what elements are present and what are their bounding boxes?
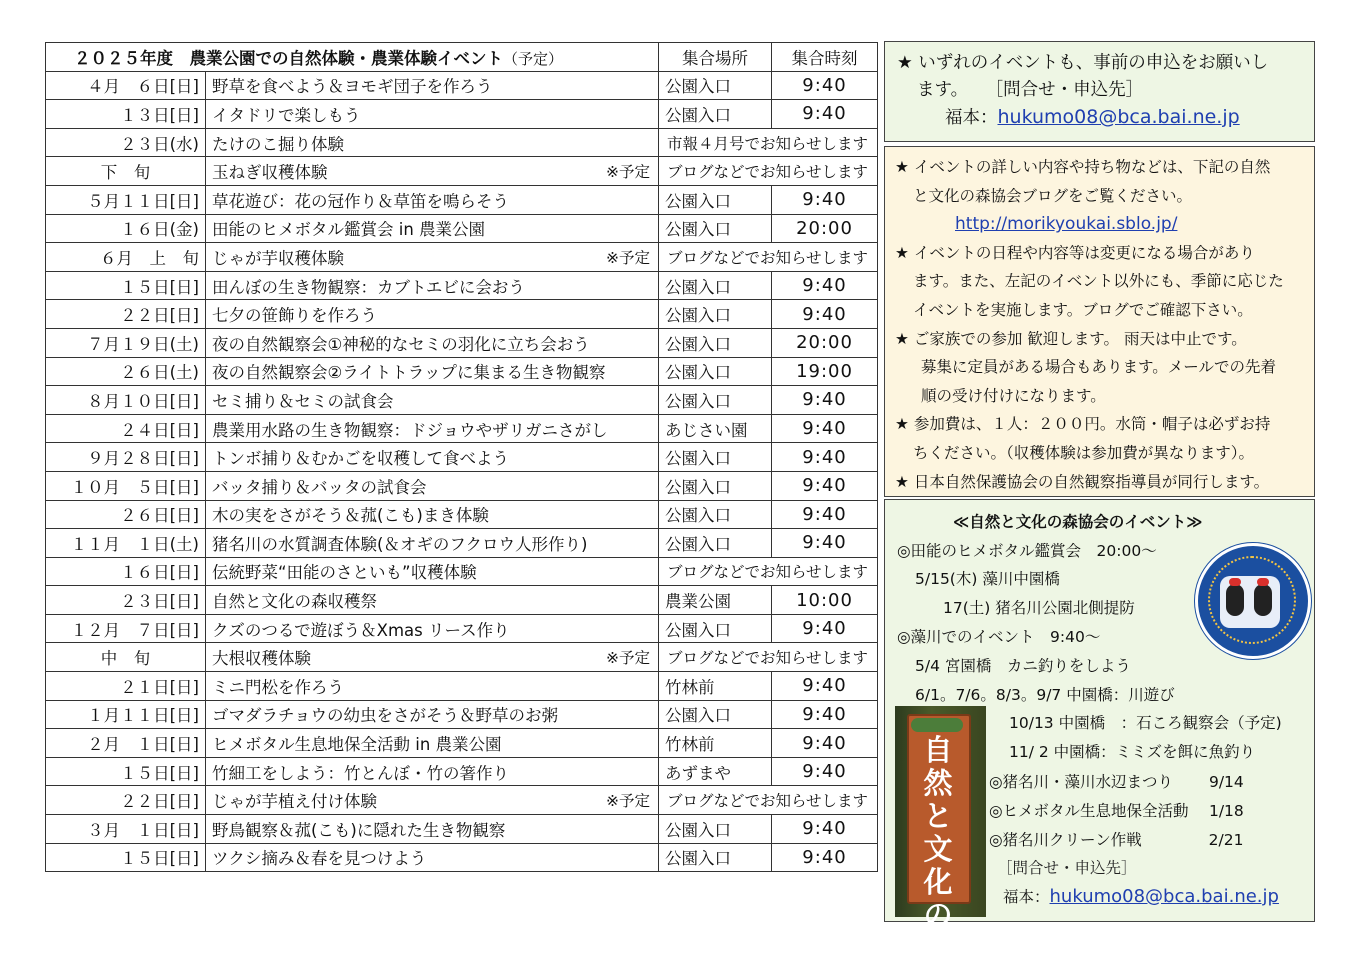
table-row [46, 643, 878, 672]
meeting-place: ブログなどでお知らせします [659, 157, 878, 186]
table-row [46, 443, 878, 472]
table-row [46, 100, 878, 129]
table-row [46, 471, 878, 500]
event-date: １月１１日[日] [46, 700, 206, 729]
meeting-place: 公園入口 [659, 700, 772, 729]
meeting-place: 市報４月号でお知らせします [659, 128, 878, 157]
meeting-time: 9:40 [772, 100, 878, 129]
meeting-place: ブログなどでお知らせします [659, 557, 878, 586]
meeting-time: 20:00 [772, 214, 878, 243]
event-name-cell [206, 71, 659, 100]
table-row [46, 843, 878, 872]
event-name-cell [206, 271, 659, 300]
event-date: ７月１９日(土) [46, 328, 206, 357]
table-row [46, 300, 878, 329]
meeting-time: 20:00 [772, 328, 878, 357]
meeting-time: 9:40 [772, 614, 878, 643]
column-header-time: 集合時刻 [772, 43, 878, 72]
event-date: ２２日[日] [46, 786, 206, 815]
table-row [46, 614, 878, 643]
notice-line: ます。また、左記のイベント以外にも、季節に応じた [913, 272, 1284, 291]
table-row [46, 500, 878, 529]
event-name-cell [206, 529, 659, 558]
tentative-note: ※予定 [606, 792, 651, 811]
meeting-place: ブログなどでお知らせします [659, 786, 878, 815]
table-row [46, 557, 878, 586]
inquiry-label: ［問合せ・申込先］ [997, 859, 1137, 877]
meeting-place: 公園入口 [659, 471, 772, 500]
meeting-time: 9:40 [772, 271, 878, 300]
event-line: 11/ 2 中園橋：ミミズを餌に魚釣り [1009, 743, 1256, 761]
event-name: 玉ねぎ収穫体験 [212, 163, 328, 183]
table-row [46, 71, 878, 100]
event-line: 5/4 宮園橋 カニ釣りをしよう [915, 657, 1131, 675]
meeting-place: 竹林前 [659, 672, 772, 701]
meeting-place: 公園入口 [659, 500, 772, 529]
contact-email-link[interactable]: hukumo08@bca.bai.ne.jp [1049, 886, 1279, 907]
notice-line: ★ ご家族での参加 歓迎します。 雨天は中止です。 [895, 329, 1247, 348]
event-name-cell [206, 786, 659, 815]
event-name-cell [206, 443, 659, 472]
table-row [46, 815, 878, 844]
meeting-place: 公園入口 [659, 214, 772, 243]
event-line: ◎藻川でのイベント 9:40～ [897, 628, 1101, 646]
event-date: １６日(金) [46, 214, 206, 243]
notice-line: と文化の森協会ブログをご覧ください。 [913, 186, 1193, 205]
event-name: ミニ門松を作ろう [212, 677, 344, 697]
event-date: １５日[日] [46, 757, 206, 786]
contact-line [897, 104, 1302, 132]
contact-email-link[interactable]: hukumo08@bca.bai.ne.jp [997, 106, 1240, 128]
table-row [46, 157, 878, 186]
event-date: ２６日[日] [46, 500, 206, 529]
event-name-cell [206, 414, 659, 443]
event-name: 野鳥観察＆菰(こも)に隠れた生き物観察 [212, 820, 506, 840]
table-row [46, 243, 878, 272]
event-name-cell [206, 214, 659, 243]
info-notice-box [884, 146, 1315, 497]
event-name-cell [206, 700, 659, 729]
table-row [46, 757, 878, 786]
table-row [46, 386, 878, 415]
meeting-place: 公園入口 [659, 357, 772, 386]
meeting-place: あじさい園 [659, 414, 772, 443]
meeting-place: 公園入口 [659, 815, 772, 844]
table-header-row [46, 43, 878, 72]
event-date: ２６日(土) [46, 357, 206, 386]
event-date: ２２日[日] [46, 300, 206, 329]
event-name-cell [206, 357, 659, 386]
meeting-time: 9:40 [772, 672, 878, 701]
meeting-place: 公園入口 [659, 271, 772, 300]
contact-name: 福本： [1003, 888, 1050, 906]
event-name-cell [206, 328, 659, 357]
event-date: １５日[日] [46, 843, 206, 872]
event-name-cell [206, 157, 659, 186]
event-name: じゃが芋植え付け体験 [212, 792, 377, 812]
meeting-place: あずまや [659, 757, 772, 786]
notice-line: ★ イベントの詳しい内容や持ち物などは、下記の自然 [895, 158, 1271, 176]
event-name: 田能のヒメボタル鑑賞会 in 農業公園 [212, 220, 486, 240]
meeting-time: 9:40 [772, 500, 878, 529]
table-row [46, 214, 878, 243]
meeting-time: 9:40 [772, 843, 878, 872]
event-date: ４月 ６日[日] [46, 71, 206, 100]
meeting-place: 公園入口 [659, 529, 772, 558]
event-name-cell [206, 243, 659, 272]
notice-line: ます。 ［問合せ・申込先］ [917, 80, 1144, 100]
event-line: ◎猪名川クリーン作戦 2/21 [989, 831, 1244, 849]
table-row [46, 729, 878, 758]
event-date: ２３日[日] [46, 586, 206, 615]
event-date: ２月 １日[日] [46, 729, 206, 758]
meeting-place: 公園入口 [659, 443, 772, 472]
blog-url-link[interactable]: http://morikyoukai.sblo.jp/ [955, 214, 1178, 235]
event-name: トンボ捕り＆むかごを収穫して食べよう [212, 449, 509, 469]
forest-sign-photo [895, 706, 986, 965]
table-title-sub: （予定） [503, 49, 564, 68]
event-name-cell [206, 815, 659, 844]
meeting-time: 9:40 [772, 471, 878, 500]
table-title [46, 43, 659, 72]
event-date: １１月 １日(土) [46, 529, 206, 558]
event-line: 6/1。7/6。8/3。9/7 中園橋：川遊び [915, 686, 1175, 704]
tentative-note: ※予定 [606, 248, 651, 267]
meeting-place: 竹林前 [659, 729, 772, 758]
meeting-time: 9:40 [772, 300, 878, 329]
meeting-place: ブログなどでお知らせします [659, 643, 878, 672]
event-date: ２１日[日] [46, 672, 206, 701]
meeting-place: 公園入口 [659, 185, 772, 214]
meeting-place: 農業公園 [659, 586, 772, 615]
event-name: 猪名川の水質調査体験(＆オギのフクロウ人形作り) [212, 534, 588, 554]
event-name: 自然と文化の森収穫祭 [212, 592, 377, 612]
table-row [46, 672, 878, 701]
tentative-note: ※予定 [606, 163, 651, 182]
event-line: 10/13 中園橋 ：石ころ観察会（予定) [1009, 714, 1282, 732]
table-row [46, 529, 878, 558]
event-date: 中 旬 [46, 643, 206, 672]
event-name: 夜の自然観察会②ライトトラップに集まる生き物観察 [212, 363, 606, 383]
association-events-title: ≪自然と文化の森協会のイベント≫ [953, 513, 1203, 531]
event-date: １３日[日] [46, 100, 206, 129]
event-name-cell [206, 557, 659, 586]
meeting-place: 公園入口 [659, 328, 772, 357]
notice-line: イベントを実施します。ブログでご確認下さい。 [913, 300, 1253, 319]
table-row [46, 700, 878, 729]
table-title-main: ２０２５年度 農業公園での自然体験・農業体験イベント [74, 48, 503, 68]
event-date: ２４日[日] [46, 414, 206, 443]
notice-line: 募集に定員がある場合もあります。メールでの先着 [921, 358, 1276, 377]
table-row [46, 357, 878, 386]
event-name: 伝統野菜“田能のさといも”収穫体験 [212, 563, 477, 583]
event-name: じゃが芋収穫体験 [212, 248, 344, 268]
meeting-time: 9:40 [772, 757, 878, 786]
table-row [46, 414, 878, 443]
event-date: 下 旬 [46, 157, 206, 186]
meeting-time: 9:40 [772, 700, 878, 729]
event-line: ◎田能のヒメボタル鑑賞会 20:00～ [897, 542, 1157, 560]
event-name: たけのこ掘り体験 [212, 134, 344, 154]
event-date: ２３日(水) [46, 128, 206, 157]
meeting-place: 公園入口 [659, 614, 772, 643]
himebotaru-club-logo [1195, 543, 1311, 659]
event-name: 竹細工をしよう：竹とんぼ・竹の箸作り [212, 763, 509, 783]
meeting-time: 9:40 [772, 815, 878, 844]
meeting-time: 9:40 [772, 414, 878, 443]
application-notice-box [884, 41, 1315, 142]
table-row [46, 586, 878, 615]
table-body [46, 71, 878, 872]
notice-line: ★ 参加費は、１人：２００円。水筒・帽子は必ずお持 [895, 415, 1271, 434]
event-name-cell [206, 643, 659, 672]
table-row [46, 328, 878, 357]
meeting-time: 9:40 [772, 443, 878, 472]
event-line: ◎ヒメボタル生息地保全活動 1/18 [989, 802, 1244, 820]
meeting-time: 9:40 [772, 729, 878, 758]
notice-line: ★ 日本自然保護協会の自然観察指導員が同行します。 [895, 472, 1270, 491]
contact-name: 福本： [945, 108, 998, 128]
meeting-place: 公園入口 [659, 71, 772, 100]
event-name-cell [206, 586, 659, 615]
event-name: 大根収穫体験 [212, 649, 311, 669]
event-name: クズのつるで遊ぼう＆Xmas リース作り [212, 620, 510, 640]
event-name-cell [206, 300, 659, 329]
event-name: 野草を食べよう＆ヨモギ団子を作ろう [212, 77, 493, 97]
event-date: ８月１０日[日] [46, 386, 206, 415]
blog-url-line [895, 210, 1304, 239]
event-name-cell [206, 614, 659, 643]
meeting-time: 19:00 [772, 357, 878, 386]
event-name-cell [206, 757, 659, 786]
event-name: セミ捕り＆セミの試食会 [212, 391, 394, 411]
event-line: 5/15(木) 藻川中園橋 [915, 570, 1060, 588]
event-name: ツクシ摘み＆春を見つけよう [212, 849, 427, 869]
event-date: １６日[日] [46, 557, 206, 586]
event-date: ６月 上 旬 [46, 243, 206, 272]
event-line: ◎猪名川・藻川水辺まつり 9/14 [989, 773, 1244, 791]
event-name-cell [206, 185, 659, 214]
tentative-note: ※予定 [606, 649, 651, 668]
notice-line: ★ イベントの日程や内容等は変更になる場合があり [895, 243, 1255, 262]
meeting-time: 9:40 [772, 185, 878, 214]
meeting-time: 9:40 [772, 386, 878, 415]
event-name: バッタ捕り＆バッタの試食会 [212, 477, 427, 497]
event-date: １２月 ７日[日] [46, 614, 206, 643]
event-schedule-table [45, 42, 878, 872]
table-row [46, 128, 878, 157]
meeting-time: 9:40 [772, 71, 878, 100]
column-header-place: 集合場所 [659, 43, 772, 72]
event-name-cell [206, 100, 659, 129]
firefly-icon [1226, 584, 1244, 616]
notice-line: 順の受け付けになります。 [921, 386, 1106, 405]
meeting-place: ブログなどでお知らせします [659, 243, 878, 272]
table-row [46, 271, 878, 300]
event-date: １５日[日] [46, 271, 206, 300]
event-name-cell [206, 471, 659, 500]
notice-line: ちください。（収穫体験は参加費が異なります）。 [913, 443, 1255, 462]
event-name: 田んぼの生き物観察：カブトエビに会おう [212, 277, 525, 297]
event-date: ５月１１日[日] [46, 185, 206, 214]
contact-line [1003, 886, 1279, 908]
event-name-cell [206, 128, 659, 157]
meeting-place: 公園入口 [659, 300, 772, 329]
meeting-time: 9:40 [772, 529, 878, 558]
table-row [46, 185, 878, 214]
table-row [46, 786, 878, 815]
sign-text: 自然と文化の森 [923, 733, 953, 965]
meeting-place: 公園入口 [659, 843, 772, 872]
event-date: １０月 ５日[日] [46, 471, 206, 500]
meeting-time: 10:00 [772, 586, 878, 615]
event-name-cell [206, 843, 659, 872]
meeting-place: 公園入口 [659, 100, 772, 129]
meeting-place: 公園入口 [659, 386, 772, 415]
event-name-cell [206, 500, 659, 529]
event-name: ヒメボタル生息地保全活動 in 農業公園 [212, 735, 502, 755]
event-name: 夜の自然観察会①神秘的なセミの羽化に立ち会おう [212, 334, 590, 354]
event-date: ９月２８日[日] [46, 443, 206, 472]
event-name: 七夕の笹飾りを作ろう [212, 306, 377, 326]
firefly-icon [1254, 584, 1272, 616]
event-name: 農業用水路の生き物観察：ドジョウやザリガニさがし [212, 420, 608, 440]
event-name: 木の実をさがそう＆菰(こも)まき体験 [212, 506, 489, 526]
event-name-cell [206, 672, 659, 701]
event-line: 17(土) 猪名川公園北側提防 [943, 599, 1135, 617]
event-name: ゴマダラチョウの幼虫をさがそう＆野草のお粥 [212, 706, 559, 726]
event-name-cell [206, 386, 659, 415]
event-name-cell [206, 729, 659, 758]
event-date: ３月 １日[日] [46, 815, 206, 844]
event-name: 草花遊び：花の冠作り＆草笛を鳴らそう [212, 191, 509, 211]
notice-line: ★ いずれのイベントも、事前の申込をお願いし [897, 53, 1269, 73]
event-name: イタドリで楽しもう [212, 105, 361, 125]
